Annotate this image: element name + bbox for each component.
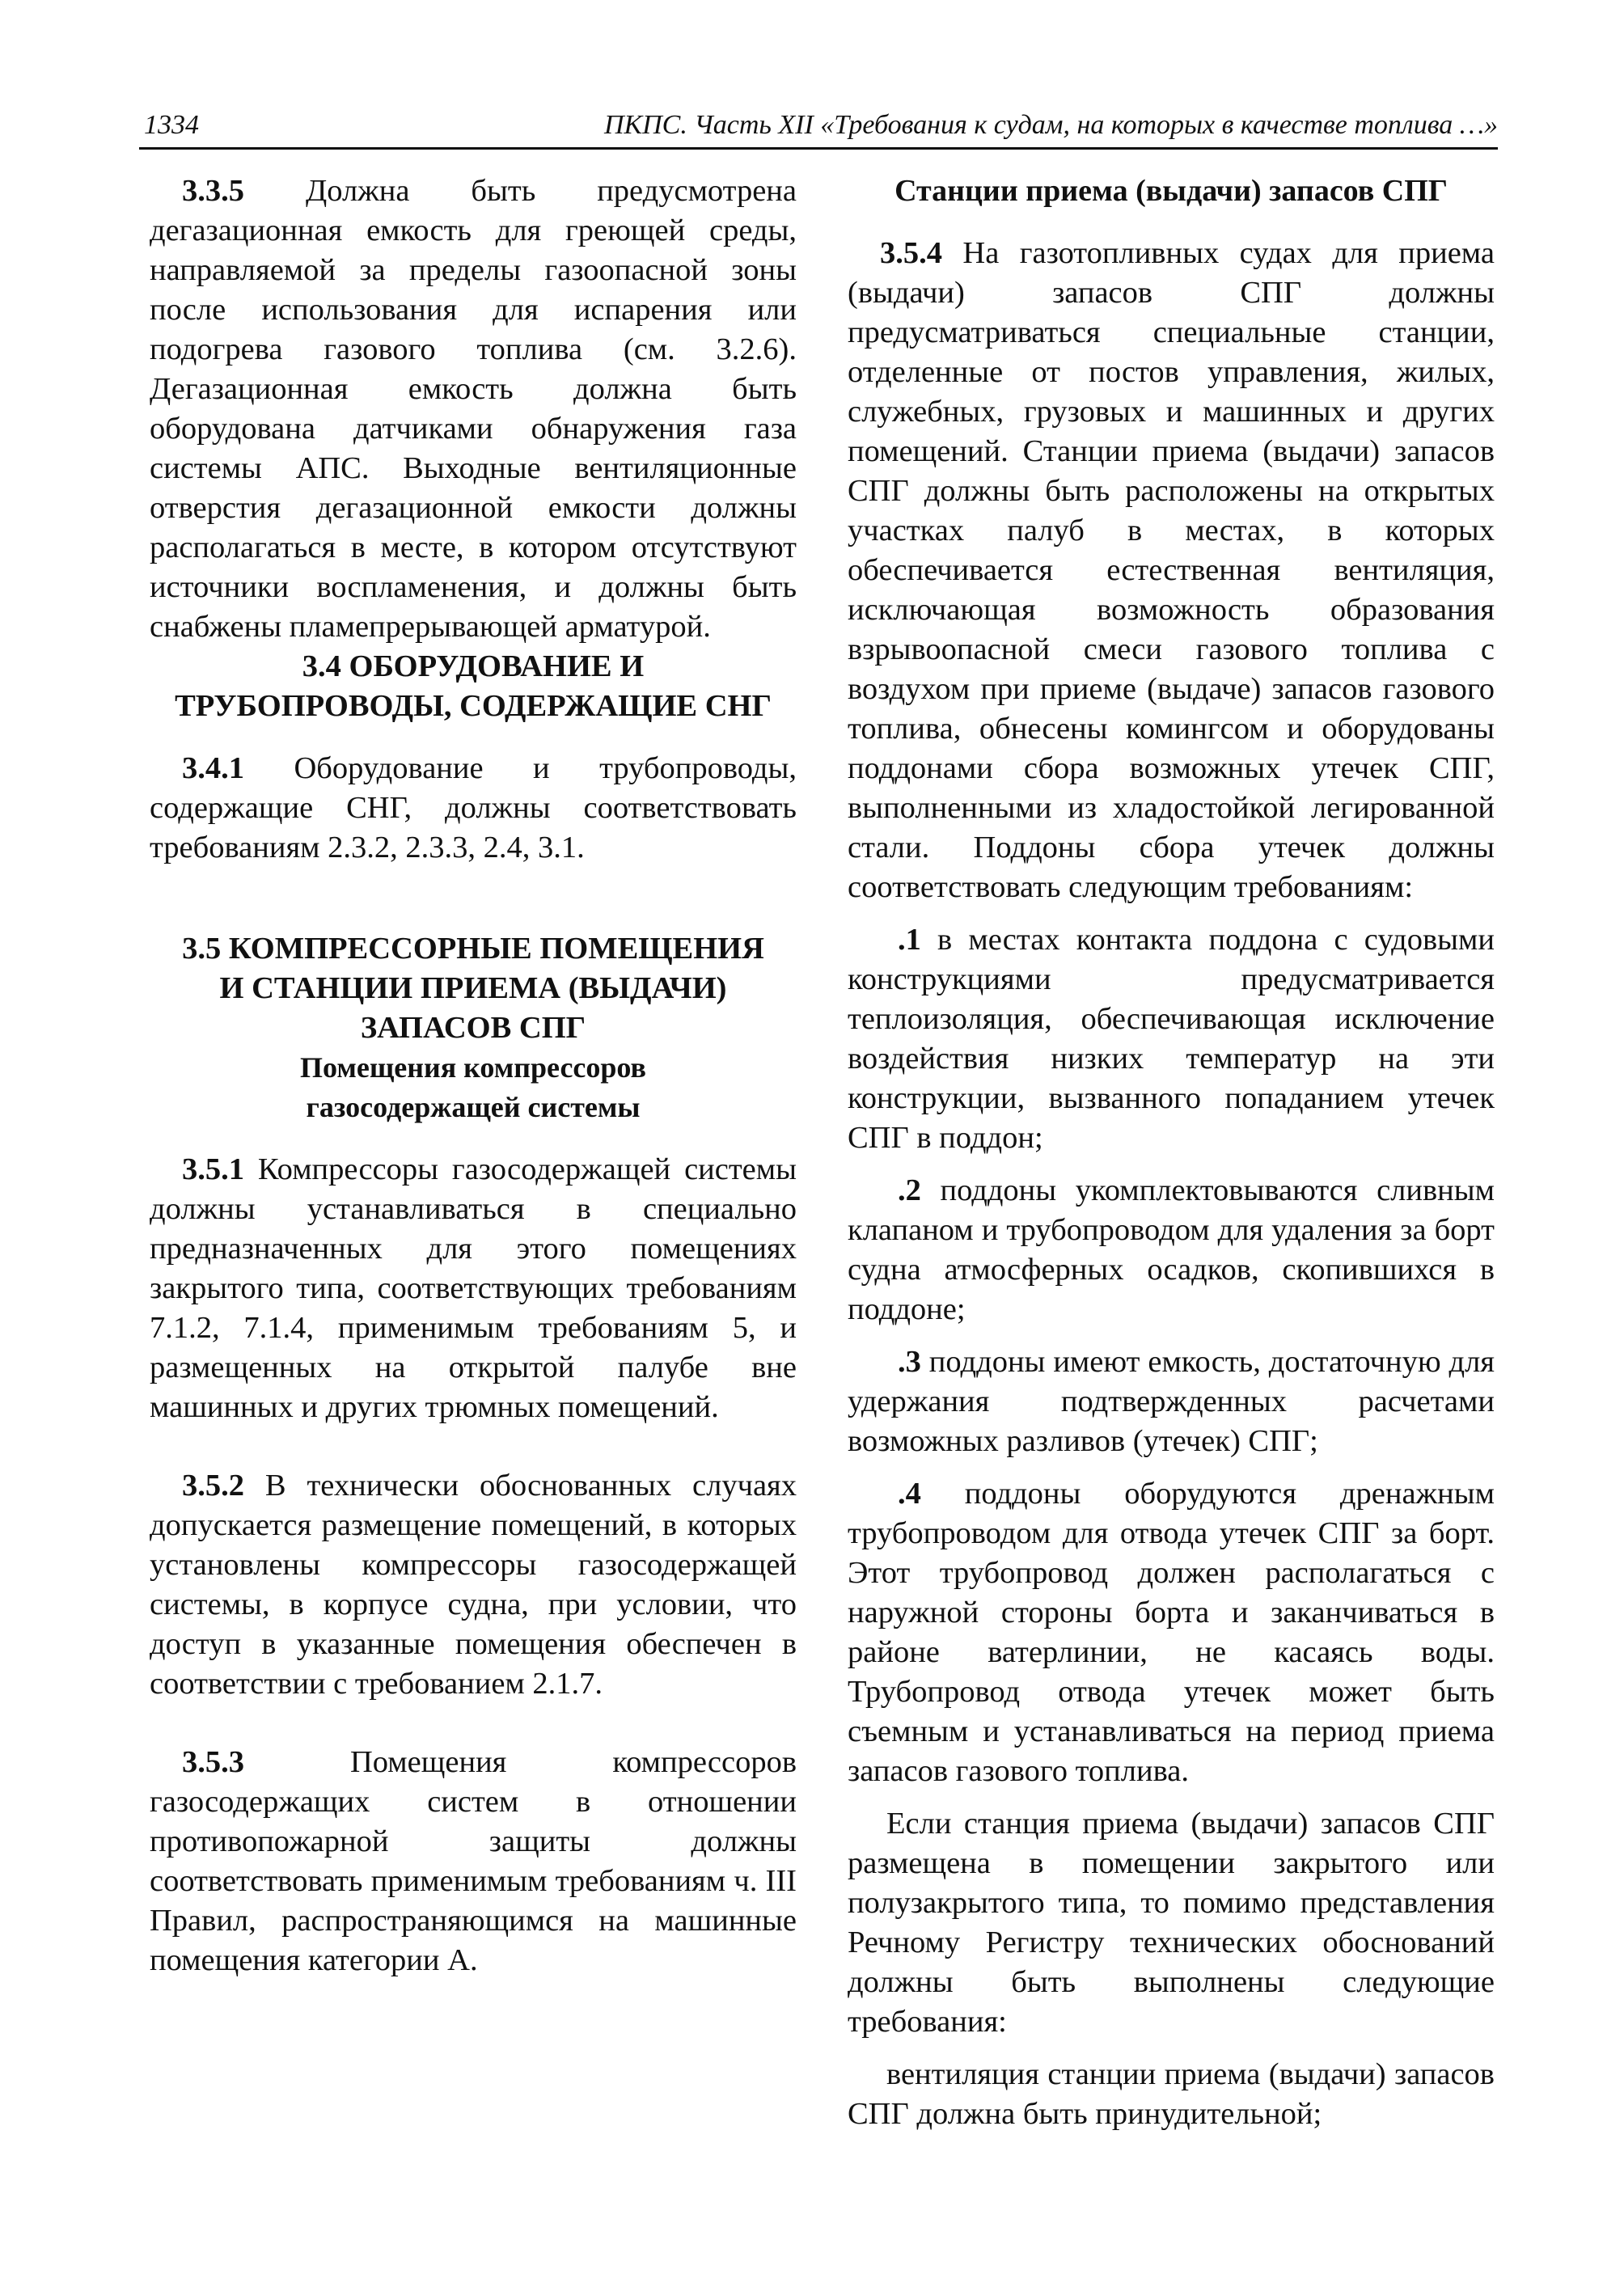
list-item bbox=[848, 1342, 1495, 1461]
paragraph-3-5-2 bbox=[150, 1466, 797, 1704]
paragraph-3-4-1 bbox=[150, 749, 797, 868]
paragraph-ventilation: вентиляция станции приема (выдачи) запасов СПГ должна быть принудительной; bbox=[848, 2057, 1495, 2131]
subsection-title-line: Помещения компрессоров bbox=[300, 1051, 646, 1084]
section-3-5-title bbox=[150, 929, 797, 1048]
section-title-line: 3.4 ОБОРУДОВАНИЕ И bbox=[302, 649, 645, 683]
item-number: .2 bbox=[898, 1173, 921, 1207]
running-title: ПКПС. Часть XII «Требования к судам, на которых в качестве топлива …» bbox=[603, 110, 1498, 140]
right-column bbox=[848, 171, 1495, 2134]
paragraph-3-5-3 bbox=[150, 1743, 797, 1980]
subsection-lng-stations-title: Станции приема (выдачи) запасов СПГ bbox=[894, 174, 1448, 208]
clause-number: 3.5.1 bbox=[182, 1152, 244, 1186]
paragraph-closed-station: Если станция приема (выдачи) запасов СПГ размещена в помещении закрытого или полузакрытого типа, то помимо представления Речному Регистру технических обоснований должны быть выполнены следующие требования: bbox=[848, 1807, 1495, 2039]
list-item bbox=[848, 1171, 1495, 1329]
clause-number: 3.3.5 bbox=[182, 174, 244, 208]
section-3-4-title bbox=[150, 647, 797, 726]
section-title-line: 3.5 КОМПРЕССОРНЫЕ ПОМЕЩЕНИЯ bbox=[182, 932, 764, 966]
item-text: поддоны укомплектовываются сливным клапаном и трубопроводом для удаления за борт судна атмосферных осадков, скопившихся в поддоне; bbox=[848, 1173, 1495, 1326]
page-header bbox=[139, 107, 1498, 150]
section-title-line: ЗАПАСОВ СПГ bbox=[360, 1011, 586, 1045]
subsection-title-line: газосодержащей системы bbox=[306, 1091, 641, 1123]
paragraph-text: Оборудование и трубопроводы, содержащие СНГ, должны соответствовать требованиям 2.3.2, 2.3.3, 2.4, 3.1. bbox=[150, 751, 797, 864]
paragraph-3-5-1 bbox=[150, 1150, 797, 1427]
subsection-compressor-rooms-title bbox=[150, 1048, 797, 1127]
paragraph-text: Компрессоры газосодержащей системы должны устанавливаться в специально предназначенных для этого помещениях закрытого типа, соответствующих требованиям 7.1.2, 7.1.4, применимым требованиям 5, и размещенных на открытой палубе вне машинных и других трюмных помещений. bbox=[150, 1152, 797, 1424]
paragraph-text: В технически обоснованных случаях допускается размещение помещений, в которых установлены компрессоры газосодержащей системы, в корпусе судна, при условии, что доступ в указанные помещения обеспечен в соответствии с требованием 2.1.7. bbox=[150, 1469, 797, 1701]
section-title-line: ТРУБОПРОВОДЫ, СОДЕРЖАЩИЕ СНГ bbox=[175, 689, 772, 723]
paragraph-text: На газотопливных судах для приема (выдачи) запасов СПГ должны предусматриваться специальные станции, отделенные от постов управления, жилых, служебных, грузовых и машинных и других помещений. Станции приема (выдачи) запасов СПГ должны быть расположены на открытых участках палуб в местах, в которых обеспечивается естественная вентиляция, исключающая возможность образования взрывоопасной смеси газового топлива с воздухом при приеме (выдаче) запасов газового топлива, обнесены комингсом и оборудованы поддонами сбора возможных утечек СПГ, выполненными из хладостойкой легированной стали. Поддоны сбора утечек должны соответствовать следующим требованиям: bbox=[848, 236, 1495, 904]
clause-number: 3.4.1 bbox=[182, 751, 244, 785]
left-column bbox=[150, 171, 797, 1980]
paragraph-text: Помещения компрессоров газосодержащих систем в отношении противопожарной защиты должны соответствовать применимым требованиям ч. III Правил, распространяющимся на машинные помещения категории А. bbox=[150, 1745, 797, 1977]
item-number: .4 bbox=[898, 1477, 921, 1511]
list-item bbox=[848, 920, 1495, 1158]
list-item bbox=[848, 1474, 1495, 1791]
clause-number: 3.5.4 bbox=[880, 236, 942, 270]
paragraph-3-3-5 bbox=[150, 171, 797, 647]
clause-number: 3.5.3 bbox=[182, 1745, 244, 1779]
page-number: 1334 bbox=[144, 110, 199, 140]
item-text: поддоны оборудуются дренажным трубопроводом для отвода утечек СПГ за борт. Этот трубопровод должен располагаться с наружной стороны борта и заканчиваться в районе ватерлинии, не касаясь воды. Трубопровод отвода утечек может быть съемным и устанавливаться на период приема запасов газового топлива. bbox=[848, 1477, 1495, 1788]
item-text: в местах контакта поддона с судовыми конструкциями предусматривается теплоизоляция, обеспечивающая исключение воздействия низких температур на эти конструкции, вызванного попаданием утечек СПГ в поддон; bbox=[848, 923, 1495, 1155]
clause-number: 3.5.2 bbox=[182, 1469, 244, 1503]
item-text: поддоны имеют емкость, достаточную для удержания подтвержденных расчетами возможных разливов (утечек) СПГ; bbox=[848, 1345, 1495, 1458]
item-number: .1 bbox=[898, 923, 921, 957]
paragraph-3-5-4 bbox=[848, 234, 1495, 907]
paragraph-text: Должна быть предусмотрена дегазационная емкость для греющей среды, направляемой за пределы газоопасной зоны после использования для испарения или подогрева газового топлива (см. 3.2.6). Дегазационная емкость должна быть оборудована датчиками обнаружения газа системы АПС. Выходные вентиляционные отверстия дегазационной емкости должны располагаться в месте, в котором отсутствуют источники воспламенения, и должны быть снабжены пламепрерывающей арматурой. bbox=[150, 174, 797, 644]
section-title-line: И СТАНЦИИ ПРИЕМА (ВЫДАЧИ) bbox=[219, 971, 727, 1005]
item-number: .3 bbox=[898, 1345, 921, 1379]
